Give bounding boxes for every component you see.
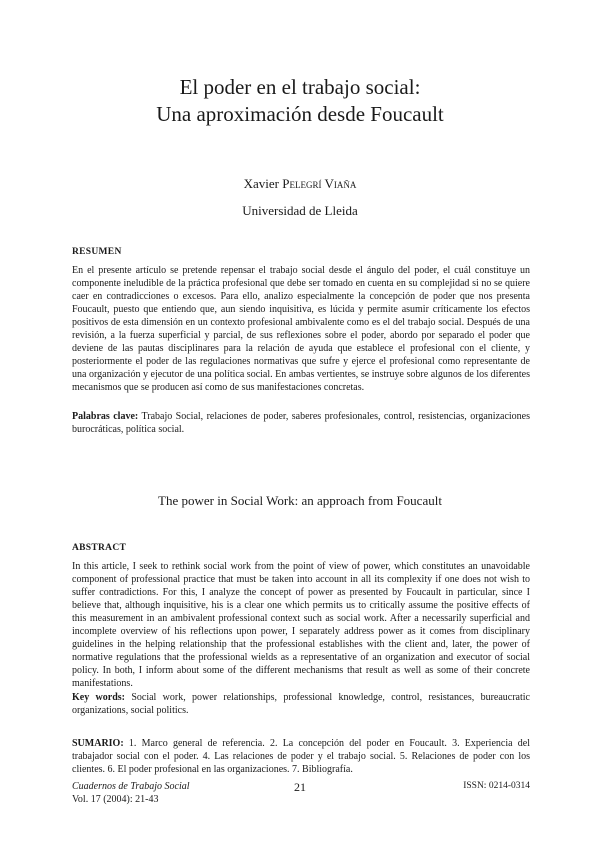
palabras-clave-label: Palabras clave: (72, 411, 139, 422)
page-number: 21 (294, 780, 306, 794)
article-title (0, 74, 600, 128)
author-surname: Pelegrí Viaña (282, 176, 357, 191)
journal-volume: Vol. 17 (2004): 21-43 (72, 794, 159, 805)
sumario-label: SUMARIO: (72, 738, 124, 749)
resumen-heading: RESUMEN (72, 247, 122, 257)
author-affiliation: Universidad de Lleida (242, 203, 358, 218)
abstract-heading: ABSTRACT (72, 543, 127, 553)
key-words-text: Social work, power relationships, professional knowledge, control, resistances, bureaucratic organizations, social politics. (72, 692, 530, 716)
title-line-1: El poder en el trabajo social: (179, 75, 421, 99)
key-words (72, 691, 530, 717)
author-name (0, 176, 600, 192)
palabras-clave-text: Trabajo Social, relaciones de poder, saberes profesionales, control, resistencias, organizaciones burocráticas, política social. (72, 411, 530, 435)
english-title: The power in Social Work: an approach from Foucault (158, 493, 442, 508)
title-line-2: Una aproximación desde Foucault (156, 102, 444, 126)
key-words-label: Key words: (72, 692, 125, 703)
author-given-name: Xavier (243, 176, 283, 191)
issn: ISSN: 0214-0314 (463, 781, 530, 791)
sumario-text: 1. Marco general de referencia. 2. La concepción del poder en Foucault. 3. Experiencia del trabajador social con el poder. 4. Las relaciones de poder y el trabajo social. 5. Relaciones de poder con los clientes. 6. El poder profesional en las organizaciones. 7. Bibliografía. (72, 738, 530, 775)
journal-name: Cuadernos de Trabajo Social (72, 781, 190, 792)
palabras-clave (72, 410, 530, 436)
resumen-text: En el presente artículo se pretende repensar el trabajo social desde el ángulo del poder, el cuál constituye un componente ineludible de la práctica profesional que debe ser tomado en cuenta en su complejidad si no se quiere caer en contradicciones o excesos. Para ello, analizo especialmente la concepción de poder que nos presenta Foucault, puesto que entiendo que, aun siendo inquisitiva, es lúcida y permite asumir críticamente los efectos positivos de esta dimensión en un contexto profesional ambivalente como es el del trabajo social. Después de una revisión, a la fuerza superficial y parcial, de sus reflexiones sobre el poder, abordo por separado el poder que deviene de las pautas disciplinares para la relación de ayuda que establece el profesional con el cliente, y posteriormente el poder de las regulaciones normativas que sufre y ejerce el profesional como representante de una organización y ejecutor de una política social. En ambas vertientes, se instruye sobre algunos de los diferentes mecanismos que se producen así como de sus manifestaciones concretas. (72, 265, 530, 393)
sumario (72, 737, 530, 776)
abstract-text: In this article, I seek to rethink social work from the point of view of power, which constitutes an unavoidable component of professional practice that must be taken into account in all its complexity if one does not wish to suffer contradictions. For this, I analyze the concept of power as presented by Foucault in particular, since I believe that, although inquisitive, his is a clear one which permits us to critically assume the positive effects of this measurement in an ambivalent professional context such as social work. After a necessarily superficial and incomplete overview of his reflections upon power, I separately address power as it comes from disciplinary guidelines in the helping relationship that the professional establishes with the client and, later, the power of normative regulations that the professional wields as a representative of an organization and executor of social policy. In both, I inform about some of the different mechanisms that result as well as some of their concrete manifestations. (72, 561, 530, 689)
